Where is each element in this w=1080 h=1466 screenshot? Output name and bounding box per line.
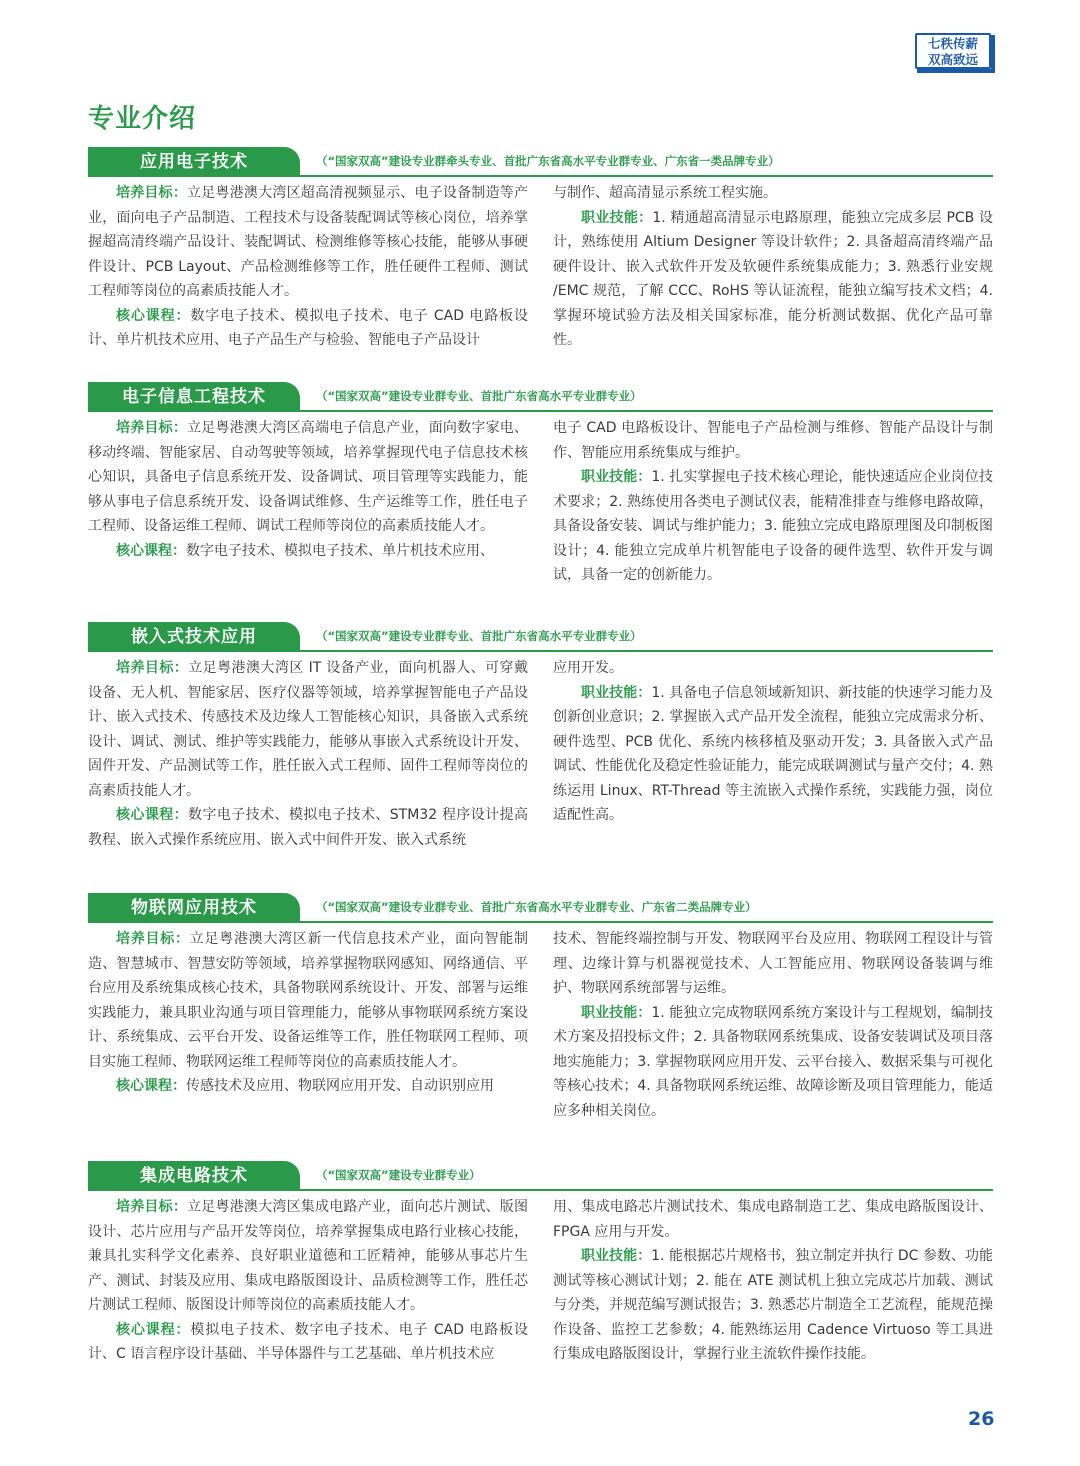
goal-text: 立足粤港澳大湾区超高清视频显示、电子设备制造等产业，面向电子产品制造、工程技术与设备装配调试等核心岗位，培养掌握超高清终端产品设计、装配调试、检测维修等核心技能，能够从事硬件设计、PCB Layout、产品检测维修等工作，胜任硬件工程师、测试工程师等岗位的高素质技能人才。 — [88, 185, 529, 299]
skill-label: 职业技能： — [581, 684, 652, 701]
skill-text: 1. 具备电子信息领域新知识、新技能的快速学习能力及创新创业意识；2. 掌握嵌入式产品开发全流程，能独立完成需求分析、硬件选型、PCB 优化、系统内核移植及驱动开发；3. 具备嵌入式产品调试、性能优化及稳定性验证能力，能完成联调测试与量产交付；4. 熟练运用 Linux、RT-Thread 等主流嵌入式操作系统，实践能力强，岗位适配性高。 — [553, 684, 993, 823]
course-text: 传感技术及应用、物联网应用开发、自动识别应用 — [186, 1078, 494, 1094]
section-divider — [300, 921, 993, 923]
left-column — [88, 181, 528, 353]
right-column — [553, 656, 993, 852]
skill-text: 1. 能根据芯片规格书，独立制定并执行 DC 参数、功能测试等核心测试计划；2. 能在 ATE 测试机上独立完成芯片加载、测试与分类，并规范编写测试报告；3. 熟悉芯片制造全工艺流程，能规范操作设备、监控工艺参数；4. 能熟练运用 Cadence Virtuoso 等工具进行集成电路版图设计，掌握行业主流软件操作技能。 — [553, 1248, 994, 1362]
section-note: （“国家双高”建设专业群专业、首批广东省高水平专业群专业） — [316, 389, 642, 403]
course-text: 模拟电子技术、数字电子技术、电子 CAD 电路板设计、C 语言程序设计基础、半导体器件与工艺基础、单片机技术应 — [88, 1321, 528, 1362]
slogan-line-1: 七秩传薪 — [927, 36, 978, 51]
slogan-line-2: 双高致远 — [927, 52, 978, 67]
right-column — [553, 181, 993, 353]
section-note: （“国家双高”建设专业群牵头专业、首批广东省高水平专业群专业、广东省一类品牌专业） — [316, 154, 780, 168]
course-label: 核心课程： — [116, 542, 186, 559]
goal-label: 培养目标： — [116, 420, 188, 436]
section-title: 应用电子技术 — [88, 147, 300, 177]
page-number: 26 — [968, 1408, 995, 1430]
major-section — [88, 893, 993, 1123]
section-note: （“国家双高”建设专业群专业） — [316, 1168, 481, 1182]
skill-label: 职业技能： — [581, 1248, 652, 1264]
section-header — [88, 1161, 993, 1193]
goal-text: 立足粤港澳大湾区 IT 设备产业，面向机器人、可穿戴设备、无人机、智能家居、医疗仪器等领域，培养掌握智能电子产品设计、嵌入式技术、传感技术及边缘人工智能核心知识，具备嵌入式系统设计、调试、测试、维护等实践能力，能够从事嵌入式系统设计开发、固件开发、产品测试等工作，胜任嵌入式工程师、固件工程师等岗位的高素质技能人才。 — [88, 660, 528, 799]
section-divider — [300, 1189, 993, 1191]
section-title: 嵌入式技术应用 — [88, 622, 300, 652]
right-column — [553, 927, 993, 1123]
left-column — [88, 927, 528, 1123]
section-note: （“国家双高”建设专业群专业、首批广东省高水平专业群专业） — [316, 629, 642, 643]
skill-text: 1. 扎实掌握电子技术核心理论，能快速适应企业岗位技术要求；2. 熟练使用各类电子测试仪表，能精准排查与维修电路故障，具备设备安装、调试与维护能力；3. 能独立完成电路原理图及印制板图设计；4. 能独立完成单片机智能电子设备的硬件选型、软件开发与调试，具备一定的创新能力。 — [553, 469, 993, 583]
major-section — [88, 622, 993, 852]
course-text-continued: 与制作、超高清显示系统工程实施。 — [553, 185, 777, 201]
course-text-continued: 用、集成电路芯片测试技术、集成电路制造工艺、集成电路版图设计、FPGA 应用与开发。 — [553, 1199, 993, 1240]
major-section — [88, 382, 993, 588]
goal-label: 培养目标： — [116, 931, 190, 947]
left-column — [88, 416, 528, 588]
course-label: 核心课程： — [116, 1321, 191, 1338]
goal-label: 培养目标： — [116, 185, 188, 201]
section-title: 电子信息工程技术 — [88, 382, 300, 412]
course-label: 核心课程： — [116, 807, 189, 823]
skill-text: 1. 能独立完成物联网系统方案设计与工程规划，编制技术方案及招投标文件；2. 具备物联网系统集成、设备安装调试及项目落地实施能力；3. 掌握物联网应用开发、云平台接入、数据采集与可视化等核心技术；4. 具备物联网系统运维、故障诊断及项目管理能力，能适应多种相关岗位。 — [553, 1004, 993, 1119]
left-column — [88, 1195, 528, 1367]
skill-label: 职业技能： — [581, 1004, 652, 1021]
slogan-badge — [915, 33, 991, 69]
section-divider — [300, 410, 993, 412]
section-divider — [300, 650, 993, 652]
section-title: 物联网应用技术 — [88, 893, 300, 923]
section-header — [88, 147, 993, 179]
course-text: 数字电子技术、模拟电子技术、电子 CAD 电路板设计、单片机技术应用、电子产品生产与检验、智能电子产品设计 — [88, 307, 528, 348]
right-column — [553, 416, 993, 588]
goal-label: 培养目标： — [116, 1199, 188, 1215]
course-text: 数字电子技术、模拟电子技术、STM32 程序设计提高教程、嵌入式操作系统应用、嵌入式中间件开发、嵌入式系统 — [88, 807, 529, 848]
section-title: 集成电路技术 — [88, 1161, 300, 1191]
skill-label: 职业技能： — [581, 209, 653, 226]
major-section — [88, 1161, 993, 1367]
section-note: （“国家双高”建设专业群专业、首批广东省高水平专业群专业、广东省二类品牌专业） — [316, 900, 757, 914]
goal-text: 立足粤港澳大湾区新一代信息技术产业，面向智能制造、智慧城市、智慧安防等领域，培养掌握物联网感知、网络通信、平台应用及系统集成核心技术，具备物联网系统设计、开发、部署与运维实践能力，兼具职业沟通与项目管理能力，能够从事物联网系统方案设计、系统集成、云平台开发、设备运维等工作，胜任物联网工程师、项目实施工程师、物联网运维工程师等岗位的高素质技能人才。 — [88, 931, 529, 1070]
course-text: 数字电子技术、模拟电子技术、单片机技术应用、 — [186, 542, 494, 559]
left-column — [88, 656, 528, 852]
page-title: 专业介绍 — [88, 104, 197, 134]
section-header — [88, 382, 993, 414]
goal-text: 立足粤港澳大湾区高端电子信息产业，面向数字家电、移动终端、智能家居、自动驾驶等领域，培养掌握现代电子信息技术核心知识，具备电子信息系统开发、设备调试、项目管理等实践能力，能够从事电子信息系统开发、设备调试维修、生产运维等工作，胜任电子工程师、设备运维工程师、调试工程师等岗位的高素质技能人才。 — [88, 420, 529, 534]
major-section — [88, 147, 993, 353]
course-text-continued: 电子 CAD 电路板设计、智能电子产品检测与维修、智能产品设计与制作、智能应用系统集成与维护。 — [553, 420, 993, 461]
course-label: 核心课程： — [116, 307, 191, 324]
section-divider — [300, 175, 993, 177]
right-column — [553, 1195, 993, 1367]
section-header — [88, 622, 993, 654]
section-header — [88, 893, 993, 925]
course-label: 核心课程： — [116, 1078, 186, 1094]
skill-label: 职业技能： — [581, 469, 652, 485]
course-text-continued: 技术、智能终端控制与开发、物联网平台及应用、物联网工程设计与管理、边缘计算与机器视觉技术、人工智能应用、物联网设备装调与维护、物联网系统部署与运维。 — [553, 931, 993, 996]
course-text-continued: 应用开发。 — [553, 660, 623, 676]
goal-text: 立足粤港澳大湾区集成电路产业，面向芯片测试、版图设计、芯片应用与产品开发等岗位，培养掌握集成电路行业核心技能，兼具扎实科学文化素养、良好职业道德和工匠精神，能够从事芯片生产、测试、封装及应用、集成电路版图设计、品质检测等工作，胜任芯片测试工程师、版图设计师等岗位的高素质技能人才。 — [88, 1199, 529, 1313]
goal-label: 培养目标： — [116, 660, 189, 676]
skill-text: 1. 精通超高清显示电路原理，能独立完成多层 PCB 设计，熟练使用 Altium Designer 等设计软件；2. 具备超高清终端产品硬件设计、嵌入式软件开发及软硬件系统集成能力；3. 熟悉行业安规 /EMC 规范，了解 CCC、RoHS 等认证流程，能独立编写技术文档；4. 掌握环境试验方法及相关国家标准，能分析测试数据、优化产品可靠性。 — [553, 209, 994, 348]
